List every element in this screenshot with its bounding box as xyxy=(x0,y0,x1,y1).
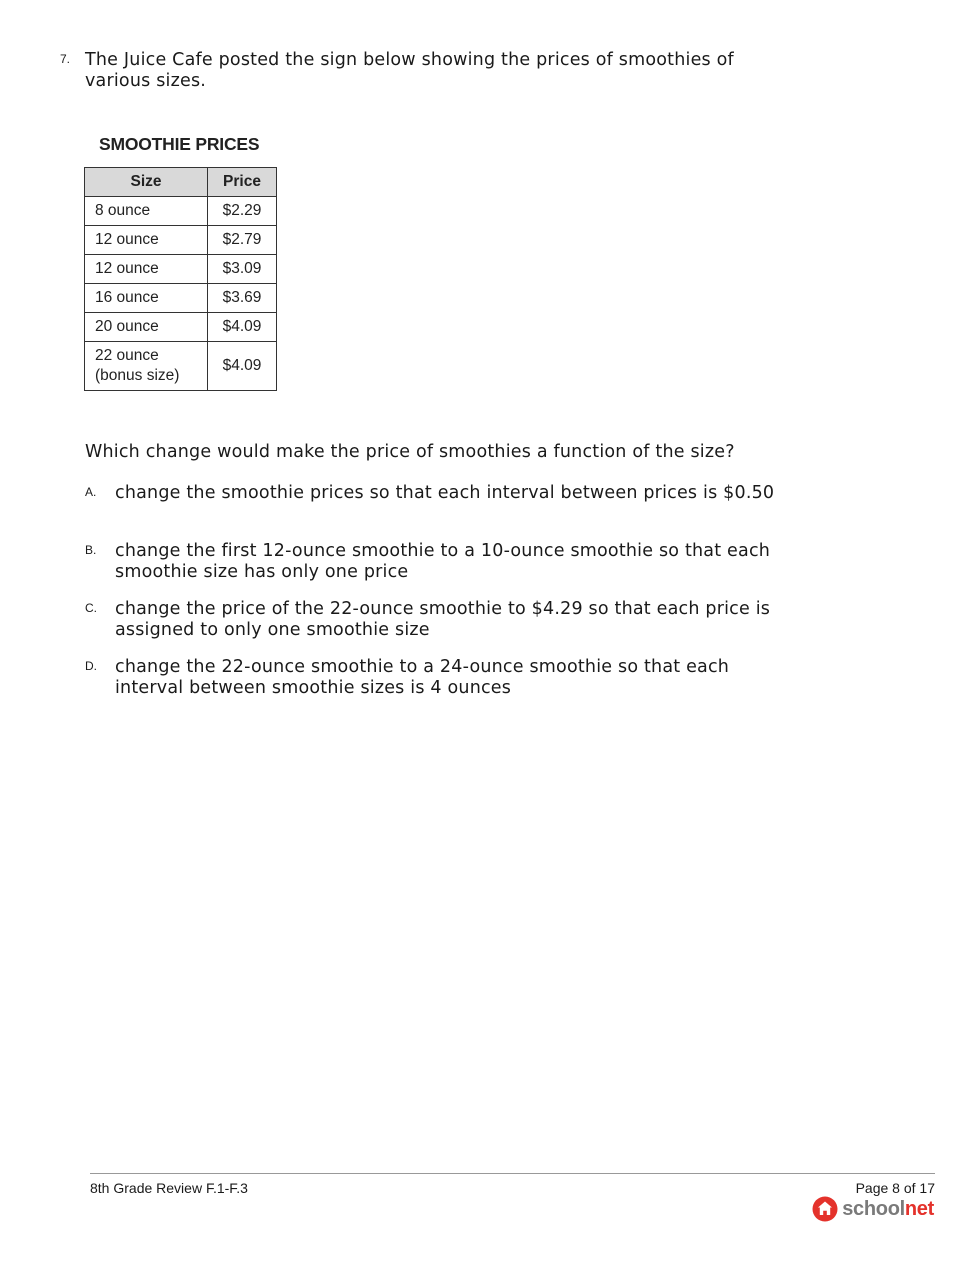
question-number: 7. xyxy=(60,52,71,66)
table-row xyxy=(85,313,277,342)
choice-letter: C. xyxy=(85,601,97,615)
choice-letter: D. xyxy=(85,659,97,673)
size-cell: 12 ounce xyxy=(85,226,208,255)
size-value: 22 ounce xyxy=(95,347,159,364)
table-title: SMOOTHIE PRICES xyxy=(99,134,260,154)
choice-letter: B. xyxy=(85,543,97,557)
size-cell: 12 ounce xyxy=(85,255,208,284)
choice-text: change the price of the 22-ounce smoothie to $4.29 so that each price is assigned to only one smoothie size xyxy=(115,599,771,640)
size-cell: 16 ounce xyxy=(85,284,208,313)
choice-letter: A. xyxy=(85,485,97,499)
price-cell: $2.29 xyxy=(208,197,277,226)
logo-word-school: school xyxy=(842,1197,905,1220)
table-row xyxy=(85,342,277,391)
column-header-price: Price xyxy=(208,168,277,197)
smoothie-prices-table xyxy=(84,167,277,391)
size-cell: 8 ounce xyxy=(85,197,208,226)
table-row xyxy=(85,197,277,226)
size-note: (bonus size) xyxy=(95,367,180,384)
size-cell xyxy=(85,342,208,391)
footer-divider xyxy=(90,1173,935,1174)
price-cell: $4.09 xyxy=(208,313,277,342)
table-row xyxy=(85,255,277,284)
price-cell: $3.69 xyxy=(208,284,277,313)
footer-page-number: Page 8 of 17 xyxy=(855,1180,935,1196)
logo-wordmark xyxy=(842,1198,934,1221)
choice-text: change the 22-ounce smoothie to a 24-ounce smoothie so that each interval between smoothie sizes is 4 ounces xyxy=(115,657,730,698)
table-row xyxy=(85,284,277,313)
schoolnet-logo xyxy=(812,1195,934,1223)
footer-document-title: 8th Grade Review F.1-F.3 xyxy=(90,1180,248,1196)
price-cell: $3.09 xyxy=(208,255,277,284)
table-row xyxy=(85,226,277,255)
table-header-row xyxy=(85,168,277,197)
price-cell: $2.79 xyxy=(208,226,277,255)
question-stem: The Juice Cafe posted the sign below showing the prices of smoothies of various sizes. xyxy=(85,50,734,91)
column-header-size: Size xyxy=(85,168,208,197)
choice-text: change the first 12-ounce smoothie to a 10-ounce smoothie so that each smoothie size has only one price xyxy=(115,541,771,582)
house-icon xyxy=(812,1196,838,1222)
price-cell: $4.09 xyxy=(208,342,277,391)
question-prompt: Which change would make the price of smoothies a function of the size? xyxy=(85,442,735,462)
logo-word-net: net xyxy=(904,1197,934,1220)
size-cell: 20 ounce xyxy=(85,313,208,342)
choice-text: change the smoothie prices so that each interval between prices is $0.50 xyxy=(115,483,775,503)
